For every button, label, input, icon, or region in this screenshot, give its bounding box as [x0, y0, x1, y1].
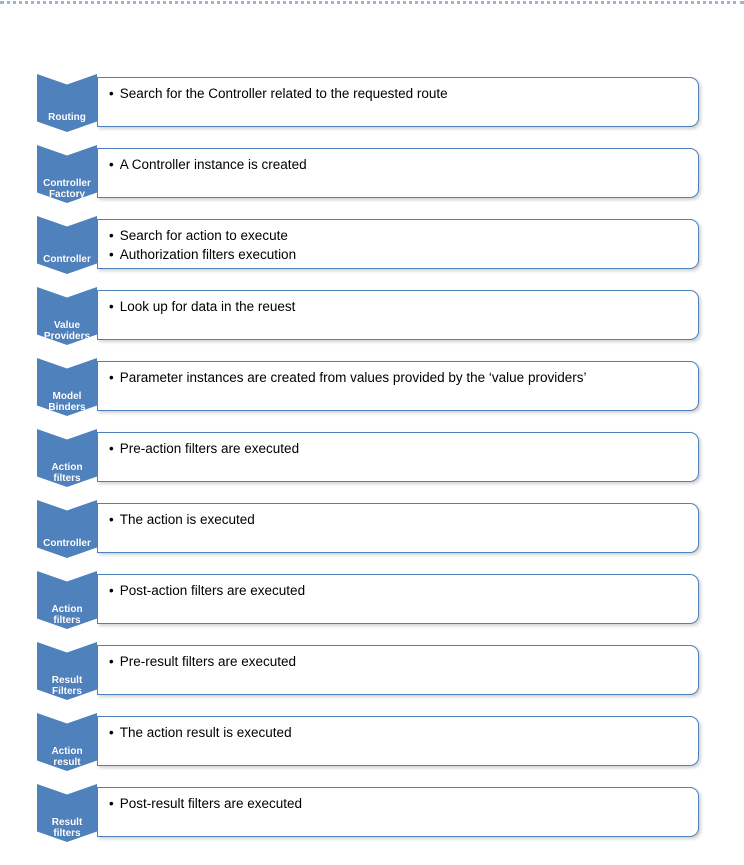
step-bullet-item: • Search for action to execute: [109, 226, 698, 245]
step-label: Controller: [43, 254, 91, 265]
step-bullet-item: • A Controller instance is created: [109, 155, 698, 174]
step-description-box: [97, 219, 699, 269]
pipeline-step: [0, 784, 744, 842]
step-label: Action filters: [51, 604, 83, 626]
chevron-arrow-icon: [37, 500, 97, 558]
step-description-box: [97, 574, 699, 624]
step-bullet-item: • The action result is executed: [109, 723, 698, 742]
chevron-arrow-icon: [37, 216, 97, 274]
step-bullet-item: • Authorization filters execution: [109, 245, 698, 264]
step-label: Action filters: [51, 462, 83, 484]
pipeline-step: [0, 500, 744, 558]
step-label: Controller: [43, 538, 91, 549]
pipeline-step: [0, 287, 744, 345]
pipeline-step: [0, 216, 744, 274]
step-bullet-item: • Pre-action filters are executed: [109, 439, 698, 458]
step-label: Result filters: [51, 817, 83, 839]
step-bullet-item: • Parameter instances are created from values provided by the ‘value providers’: [109, 368, 698, 387]
step-label: Result Filters: [51, 675, 83, 697]
step-description-box: [97, 290, 699, 340]
pipeline-step: [0, 642, 744, 700]
step-bullet-item: • Search for the Controller related to the requested route: [109, 84, 698, 103]
step-description-box: [97, 148, 699, 198]
step-bullet-item: • Post-result filters are executed: [109, 794, 698, 813]
step-label: Routing: [48, 112, 86, 123]
step-description-box: [97, 787, 699, 837]
chevron-arrow-icon: [37, 74, 97, 132]
pipeline-step: [0, 713, 744, 771]
step-label: Action result: [51, 746, 83, 768]
step-description-box: [97, 716, 699, 766]
step-description-box: [97, 361, 699, 411]
pipeline-step: [0, 571, 744, 629]
pipeline-step: [0, 74, 744, 132]
step-label: Controller Factory: [43, 178, 91, 200]
step-description-box: [97, 432, 699, 482]
step-bullet-item: • The action is executed: [109, 510, 698, 529]
step-bullet-item: • Pre-result filters are executed: [109, 652, 698, 671]
step-description-box: [97, 645, 699, 695]
step-description-box: [97, 77, 699, 127]
step-bullet-item: • Look up for data in the reuest: [109, 297, 698, 316]
step-bullet-item: • Post-action filters are executed: [109, 581, 698, 600]
step-label: Model Binders: [48, 391, 86, 413]
pipeline-step: [0, 145, 744, 203]
step-description-box: [97, 503, 699, 553]
step-label: Value Providers: [43, 320, 91, 342]
pipeline-step: [0, 429, 744, 487]
pipeline-step: [0, 358, 744, 416]
